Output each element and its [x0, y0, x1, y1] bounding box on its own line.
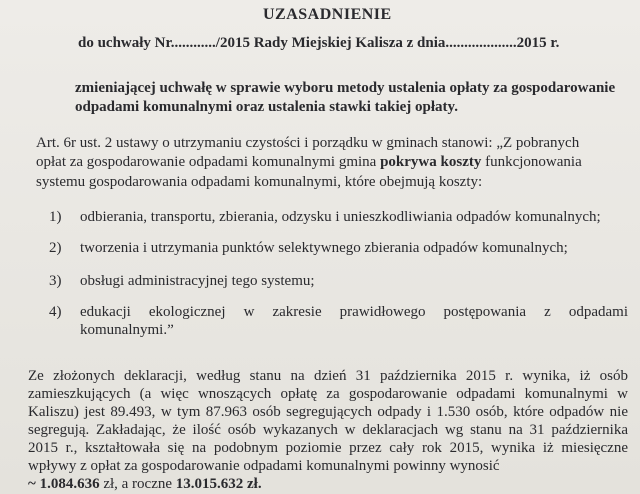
summary-line-7-end: .: [257, 476, 262, 492]
article-intro-line-2-end: funkcjonowania: [481, 154, 582, 170]
document-title: UZASADNIENIE: [263, 6, 392, 23]
list-item-text-4-continued: komunalnymi.”: [80, 322, 174, 338]
annual-amount: 13.015.632 zł: [175, 476, 258, 492]
list-item-text-4: edukacji ekologicznej w zakresie prawidłowego postępowania z odpadami: [80, 304, 628, 320]
summary-line-5: 2015 r., kształtowała się na podobnym poziomie przez cały rok 2015, wynika iż miesięczne: [28, 440, 628, 456]
article-intro-line-3: systemu gospodarowania odpadami komunalnymi, które obejmują koszty:: [36, 174, 483, 190]
list-item-number-3: 3): [49, 273, 62, 289]
subject-line-1: zmieniającej uchwałę w sprawie wyboru metody ustalenia opłaty za gospodarowanie: [75, 80, 616, 96]
summary-line-7-middle: zł, a roczne: [99, 476, 176, 492]
approx-sign: ~: [28, 476, 40, 492]
summary-line-4: segregują. Zakładając, że ilość osób wykazanych w deklaracjach wg stanu na 31 października: [28, 422, 628, 438]
summary-line-1: Ze złożonych deklaracji, według stanu na dzień 31 października 2015 r. wynika, iż osób: [28, 368, 628, 384]
list-item-number-4: 4): [49, 304, 62, 320]
list-item-number-1: 1): [49, 209, 62, 225]
summary-line-6: wpływy z opłat za gospodarowanie odpadami komunalnymi powinny wynosić: [28, 458, 500, 474]
article-intro-line-2: [36, 153, 582, 171]
list-item-text-2: tworzenia i utrzymania punktów selektywnego zbierania odpadów komunalnych;: [80, 240, 568, 256]
article-intro-line-1: Art. 6r ust. 2 ustawy o utrzymaniu czystości i porządku w gminach stanowi: „Z pobranych: [36, 135, 580, 151]
list-item-text-1: odbierania, transportu, zbierania, odzysku i unieszkodliwiania odpadów komunalnych;: [80, 209, 601, 225]
list-item-text-3: obsługi administracyjnej tego systemu;: [80, 273, 315, 289]
summary-line-7: [28, 475, 262, 493]
article-intro-line-2-start: opłat za gospodarowanie odpadami komunalnymi gmina: [36, 154, 381, 170]
monthly-amount: 1.084.636: [39, 476, 100, 492]
summary-line-3: Kaliszu) jest 89.493, w tym 87.963 osób segregujących odpady i 1.530 osób, które odpadów nie: [28, 404, 628, 420]
article-intro-emphasis: pokrywa koszty: [380, 154, 482, 170]
subject-line-2: odpadami komunalnymi oraz ustalenia stawki takiej opłaty.: [75, 99, 458, 115]
list-item-number-2: 2): [49, 240, 62, 256]
document-subtitle: do uchwały Nr............/2015 Rady Miejskiej Kalisza z dnia...................2015 r.: [78, 35, 560, 51]
summary-line-2: zamieszkujących (a więc wnoszących opłatę za gospodarowanie odpadami komunalnymi w: [28, 386, 628, 402]
